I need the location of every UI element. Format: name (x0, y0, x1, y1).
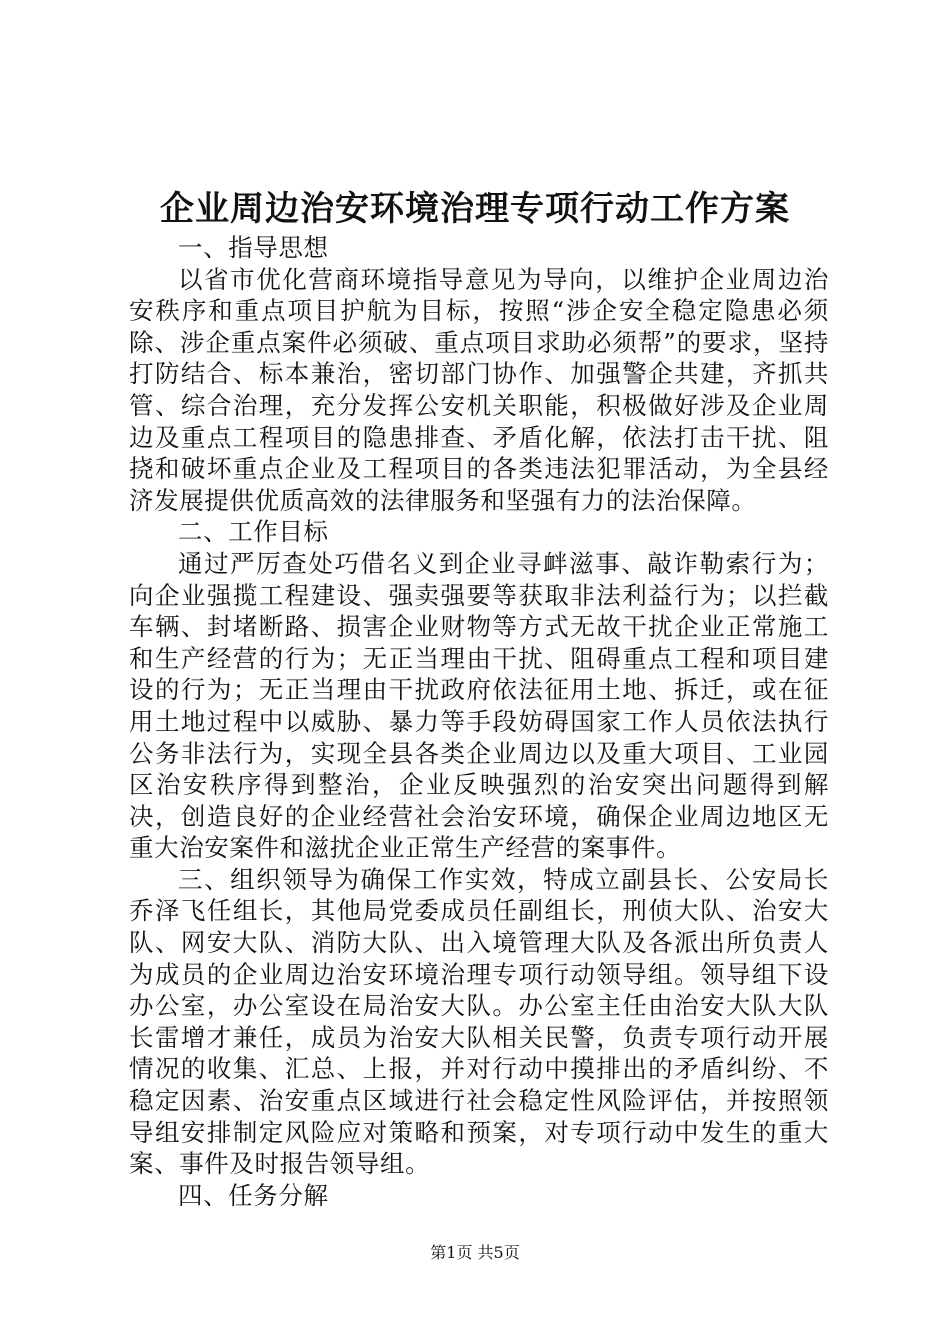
paragraph-organization-leadership: 三、组织领导为确保工作实效，特成立副县长、公安局长乔泽飞任组长，其他局党委成员任副组长，刑侦大队、治安大队、网安大队、消防大队、出入境管理大队及各派出所负责人为成员的企业周边治安环境治理专项行动领导组。领导组下设办公室，办公室设在局治安大队。办公室主任由治安大队大队长雷增才兼任，成员为治安大队相关民警，负责专项行动开展情况的收集、汇总、上报，并对行动中摸排出的矛盾纠纷、不稳定因素、治安重点区域进行社会稳定性风险评估，并按照领导组安排制定风险应对策略和预案，对专项行动中发生的重大案、事件及时报告领导组。 (129, 864, 829, 1179)
document-body (129, 232, 829, 1211)
page-footer: 第1页 共5页 (430, 1243, 520, 1262)
document-title: 企业周边治安环境治理专项行动工作方案 (160, 189, 790, 229)
paragraph-guiding-ideology: 以省市优化营商环境指导意见为导向，以维护企业周边治安秩序和重点项目护航为目标，按照“涉企安全稳定隐患必须除、涉企重点案件必须破、重点项目求助必须帮”的要求，坚持打防结合、标本兼治，密切部门协作、加强警企共建，齐抓共管、综合治理，充分发挥公安机关职能，积极做好涉及企业周边及重点工程项目的隐患排查、矛盾化解，依法打击干扰、阻挠和破坏重点企业及工程项目的各类违法犯罪活动，为全县经济发展提供优质高效的法律服务和坚强有力的法治保障。 (129, 264, 829, 515)
section-heading-guiding-ideology: 一、指导思想 (178, 233, 329, 262)
section-heading-work-goals: 二、工作目标 (178, 517, 329, 547)
section-heading-task-breakdown: 四、任务分解 (178, 1180, 329, 1210)
paragraph-work-goals: 通过严厉查处巧借名义到企业寻衅滋事、敲诈勒索行为；向企业强揽工程建设、强卖强要等获取非法利益行为；以拦截车辆、封堵断路、损害企业财物等方式无故干扰企业正常施工和生产经营的行为；无正当理由干扰、阻碍重点工程和项目建设的行为；无正当理由干扰政府依法征用土地、拆迁，或在征用土地过程中以威胁、暴力等手段妨碍国家工作人员依法执行公务非法行为，实现全县各类企业周边以及重大项目、工业园区治安秩序得到整治，企业反映强烈的治安突出问题得到解决，创造良好的企业经营社会治安环境，确保企业周边地区无重大治安案件和滋扰企业正常生产经营的案事件。 (129, 548, 829, 863)
